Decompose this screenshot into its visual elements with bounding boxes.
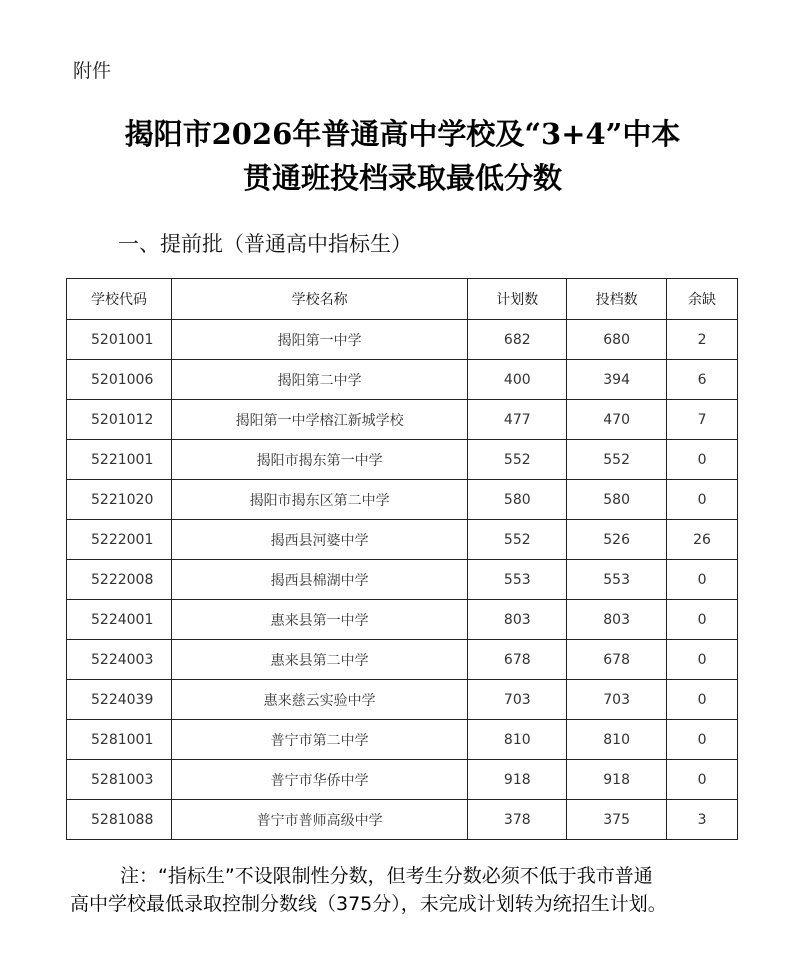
cell-shortfall: 0 — [667, 560, 738, 600]
cell-plan-count: 553 — [468, 560, 567, 600]
table-header-row — [67, 279, 738, 320]
header-plan-count: 计划数 — [468, 279, 567, 320]
header-school-name: 学校名称 — [171, 279, 467, 320]
cell-plan-count: 810 — [468, 720, 567, 760]
table-row — [67, 560, 738, 600]
footnote — [70, 862, 750, 918]
table-row — [67, 640, 738, 680]
cell-submitted-count: 552 — [567, 440, 667, 480]
footnote-line-2: 高中学校最低录取控制分数线（375分），未完成计划转为统招生计划。 — [70, 893, 667, 915]
cell-school-code: 5201001 — [67, 320, 172, 360]
header-shortfall: 余缺 — [667, 279, 738, 320]
cell-submitted-count: 553 — [567, 560, 667, 600]
cell-school-name: 揭阳市揭东区第二中学 — [171, 480, 467, 520]
cell-school-code: 5201006 — [67, 360, 172, 400]
table-row — [67, 320, 738, 360]
cell-shortfall: 3 — [667, 800, 738, 840]
cell-school-name: 普宁市第二中学 — [171, 720, 467, 760]
cell-school-code: 5221001 — [67, 440, 172, 480]
cell-school-name: 揭阳第一中学榕江新城学校 — [171, 400, 467, 440]
cell-submitted-count: 580 — [567, 480, 667, 520]
cell-school-code: 5222001 — [67, 520, 172, 560]
table-body — [67, 320, 738, 840]
cell-plan-count: 918 — [468, 760, 567, 800]
cell-submitted-count: 803 — [567, 600, 667, 640]
cell-submitted-count: 810 — [567, 720, 667, 760]
cell-submitted-count: 678 — [567, 640, 667, 680]
cell-submitted-count: 918 — [567, 760, 667, 800]
cell-submitted-count: 375 — [567, 800, 667, 840]
table-row — [67, 680, 738, 720]
cell-shortfall: 7 — [667, 400, 738, 440]
cell-shortfall: 26 — [667, 520, 738, 560]
admission-table — [66, 278, 738, 840]
table-row — [67, 440, 738, 480]
cell-plan-count: 678 — [468, 640, 567, 680]
cell-school-name: 惠来县第二中学 — [171, 640, 467, 680]
cell-shortfall: 0 — [667, 440, 738, 480]
cell-shortfall: 0 — [667, 680, 738, 720]
title-line-2: 贯通班投档录取最低分数 — [242, 161, 562, 195]
cell-school-name: 惠来县第一中学 — [171, 600, 467, 640]
table-row — [67, 520, 738, 560]
cell-school-name: 揭阳市揭东第一中学 — [171, 440, 467, 480]
cell-plan-count: 552 — [468, 520, 567, 560]
cell-shortfall: 2 — [667, 320, 738, 360]
cell-school-name: 普宁市华侨中学 — [171, 760, 467, 800]
cell-plan-count: 552 — [468, 440, 567, 480]
cell-plan-count: 400 — [468, 360, 567, 400]
cell-school-code: 5281001 — [67, 720, 172, 760]
cell-submitted-count: 703 — [567, 680, 667, 720]
cell-plan-count: 682 — [468, 320, 567, 360]
cell-school-code: 5222008 — [67, 560, 172, 600]
table-row — [67, 400, 738, 440]
document-title — [0, 112, 805, 200]
cell-school-code: 5224003 — [67, 640, 172, 680]
header-submitted-count: 投档数 — [567, 279, 667, 320]
section-heading: 一、提前批（普通高中指标生） — [118, 232, 412, 256]
cell-school-code: 5281088 — [67, 800, 172, 840]
cell-shortfall: 0 — [667, 640, 738, 680]
cell-plan-count: 580 — [468, 480, 567, 520]
cell-plan-count: 477 — [468, 400, 567, 440]
title-line-1: 揭阳市2026年普通高中学校及“3+4”中本 — [124, 117, 681, 151]
table-row — [67, 720, 738, 760]
table-row — [67, 600, 738, 640]
table-row — [67, 800, 738, 840]
cell-plan-count: 803 — [468, 600, 567, 640]
table-row — [67, 480, 738, 520]
cell-school-code: 5224001 — [67, 600, 172, 640]
cell-shortfall: 0 — [667, 480, 738, 520]
cell-school-code: 5201012 — [67, 400, 172, 440]
cell-submitted-count: 680 — [567, 320, 667, 360]
cell-school-code: 5224039 — [67, 680, 172, 720]
cell-school-name: 揭阳第二中学 — [171, 360, 467, 400]
cell-school-code: 5281003 — [67, 760, 172, 800]
attachment-label: 附件 — [73, 60, 112, 82]
table-row — [67, 760, 738, 800]
cell-submitted-count: 470 — [567, 400, 667, 440]
cell-school-name: 揭西县棉湖中学 — [171, 560, 467, 600]
footnote-line-1: 注：“指标生”不设限制性分数，但考生分数必须不低于我市普通 — [120, 865, 653, 887]
table-row — [67, 360, 738, 400]
cell-plan-count: 378 — [468, 800, 567, 840]
cell-school-name: 普宁市普师高级中学 — [171, 800, 467, 840]
cell-school-name: 揭阳第一中学 — [171, 320, 467, 360]
cell-shortfall: 0 — [667, 760, 738, 800]
cell-shortfall: 0 — [667, 720, 738, 760]
cell-plan-count: 703 — [468, 680, 567, 720]
cell-submitted-count: 526 — [567, 520, 667, 560]
cell-shortfall: 6 — [667, 360, 738, 400]
cell-school-code: 5221020 — [67, 480, 172, 520]
cell-school-name: 揭西县河婆中学 — [171, 520, 467, 560]
header-school-code: 学校代码 — [67, 279, 172, 320]
cell-submitted-count: 394 — [567, 360, 667, 400]
cell-shortfall: 0 — [667, 600, 738, 640]
cell-school-name: 惠来慈云实验中学 — [171, 680, 467, 720]
